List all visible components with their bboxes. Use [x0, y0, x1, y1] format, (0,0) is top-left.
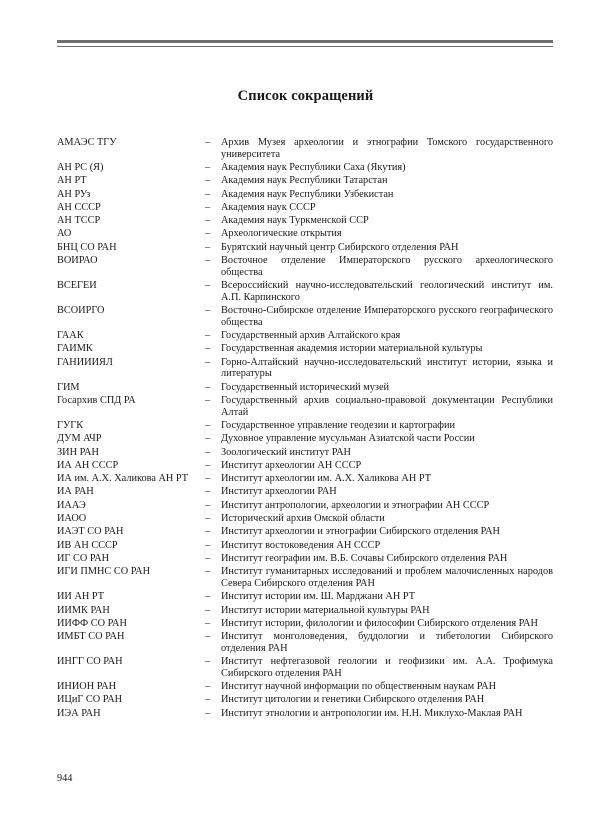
abbreviation-term: ИЦиГ СО РАН: [57, 694, 123, 706]
abbreviation-term: АН СССР: [57, 201, 101, 213]
entry-dash: –: [205, 526, 211, 538]
abbreviation-definition: Духовное управление мусульман Азиатской части России: [221, 433, 475, 445]
abbreviation-entry: [57, 242, 553, 254]
abbreviation-term: АМАЭС ТГУ: [57, 137, 117, 148]
abbreviation-entry: [57, 460, 553, 472]
abbreviation-term: ИА РАН: [57, 486, 94, 498]
abbreviation-definition: Горно-Алтайский научно-исследовательский институт истории, языка и литературы: [221, 356, 553, 380]
entry-dash: –: [205, 694, 211, 706]
abbreviation-definition: Восточное отделение Императорского русского археологического общества: [221, 255, 553, 278]
abbreviation-term: ИМБТ СО РАН: [57, 631, 125, 643]
abbreviation-entry: [57, 566, 553, 589]
abbreviation-definition: Институт археологии и этнографии Сибирского отделения РАН: [221, 526, 500, 538]
abbreviation-definition: Институт цитологии и генетики Сибирского отделения РАН: [221, 694, 485, 706]
abbreviation-term: ВОИРАО: [57, 255, 98, 267]
entry-dash: –: [205, 175, 211, 187]
entry-dash: –: [205, 539, 211, 551]
abbreviation-entry: [57, 189, 553, 201]
entry-dash: –: [205, 201, 211, 213]
abbreviation-entry: [57, 357, 553, 380]
entry-dash: –: [205, 499, 211, 511]
abbreviation-entry: [57, 255, 553, 278]
entry-dash: –: [205, 330, 211, 342]
abbreviation-definition: Академия наук СССР: [221, 201, 316, 213]
abbreviation-definition: Государственное управление геодезии и картографии: [221, 419, 455, 431]
abbreviation-definition: Исторический архив Омской области: [221, 513, 385, 525]
abbreviation-definition: Институт научной информации по общественным наукам РАН: [221, 681, 497, 693]
abbreviation-term: ИИФФ СО РАН: [57, 617, 127, 629]
abbreviation-definition: Археологические открытия: [221, 228, 342, 240]
abbreviation-entry: [57, 162, 553, 174]
abbreviation-entry: [57, 395, 553, 418]
abbreviation-entry: [57, 447, 553, 459]
abbreviation-term: ГУГК: [57, 419, 84, 431]
abbreviation-entry: [57, 382, 553, 394]
abbreviation-definition: Институт археологии им. А.Х. Халикова АН РТ: [221, 473, 432, 485]
abbreviation-term: ЗИН РАН: [57, 446, 99, 458]
abbreviation-definition: Институт истории материальной культуры РАН: [221, 604, 430, 616]
abbreviation-term: ВСОИРГО: [57, 305, 105, 317]
abbreviation-definition: Всероссийский научно-исследовательский геологический институт им. А.П. Карпинского: [221, 280, 553, 303]
abbreviation-term: Госархив СПД РА: [57, 394, 136, 406]
abbreviation-entry: [57, 526, 553, 538]
abbreviation-term: ИНИОН РАН: [57, 681, 117, 693]
abbreviation-entry: [57, 694, 553, 706]
abbreviation-entry: [57, 280, 553, 303]
abbreviation-entry: [57, 486, 553, 498]
header-rule-thin: [57, 46, 553, 47]
abbreviation-term: ГАНИИИЯЛ: [57, 356, 113, 368]
abbreviation-definition: Институт нефтегазовой геологии и геофизики им. А.А. Трофимука Сибирского отделения РАН: [221, 656, 553, 679]
abbreviation-definition: Бурятский научный центр Сибирского отделения РАН: [221, 241, 459, 253]
entry-dash: –: [205, 656, 211, 668]
abbreviation-definition: Институт археологии РАН: [221, 486, 337, 498]
abbreviation-entry: [57, 343, 553, 355]
entry-dash: –: [205, 486, 211, 498]
abbreviation-entry: [57, 202, 553, 214]
entry-dash: –: [205, 552, 211, 564]
entry-dash: –: [205, 681, 211, 693]
abbreviation-term: АН РТ: [57, 175, 87, 187]
abbreviation-term: АН ТССР: [57, 215, 101, 227]
abbreviation-entry: [57, 656, 553, 679]
entry-dash: –: [205, 343, 211, 355]
abbreviation-term: ГАИМК: [57, 343, 93, 355]
abbreviation-entry: [57, 618, 553, 630]
abbreviation-term: АН РУз: [57, 188, 91, 200]
entry-dash: –: [205, 459, 211, 471]
abbreviation-entry: [57, 513, 553, 525]
abbreviation-term: ИВ АН СССР: [57, 539, 118, 551]
entry-dash: –: [205, 433, 211, 445]
abbreviation-definition: Институт этнологии и антропологии им. Н.Н. Миклухо-Маклая РАН: [221, 707, 523, 719]
entry-dash: –: [205, 566, 211, 578]
abbreviation-term: ИА АН СССР: [57, 459, 119, 471]
entry-dash: –: [205, 591, 211, 603]
entry-dash: –: [205, 305, 211, 317]
abbreviation-definition: Институт востоковедения АН СССР: [221, 539, 381, 551]
abbreviation-definition: Государственный архив Алтайского края: [221, 330, 401, 342]
entry-dash: –: [205, 381, 211, 393]
abbreviation-term: ИА им. А.Х. Халикова АН РТ: [57, 473, 189, 485]
entry-dash: –: [205, 241, 211, 253]
abbreviation-term: ИГИ ПМНС СО РАН: [57, 566, 151, 578]
entry-dash: –: [205, 513, 211, 525]
abbreviation-term: ИИ АН РТ: [57, 591, 105, 603]
abbreviation-definition: Академия наук Республики Татарстан: [221, 175, 388, 187]
abbreviation-entry: [57, 137, 553, 160]
abbreviation-term: ИИМК РАН: [57, 604, 110, 616]
abbreviation-term: ГААК: [57, 330, 84, 342]
abbreviation-entry: [57, 228, 553, 240]
abbreviation-definition: Восточно-Сибирское отделение Императорского русского географического общества: [221, 305, 553, 328]
abbreviation-entry: [57, 500, 553, 512]
abbreviation-definition: Государственная академия истории материальной культуры: [221, 343, 483, 355]
abbreviation-term: ВСЕГЕИ: [57, 280, 97, 292]
entry-dash: –: [205, 280, 211, 292]
abbreviation-definition: Институт географии им. В.Б. Сочавы Сибирского отделения РАН: [221, 552, 508, 564]
entry-dash: –: [205, 394, 211, 406]
entry-dash: –: [205, 419, 211, 431]
entry-dash: –: [205, 188, 211, 200]
abbreviation-term: ИАЭТ СО РАН: [57, 526, 124, 538]
abbreviation-definition: Академия наук Республики Саха (Якутия): [221, 162, 406, 173]
abbreviation-entry: [57, 473, 553, 485]
abbreviation-term: ИЭА РАН: [57, 707, 101, 719]
abbreviation-definition: Институт монголоведения, буддологии и тибетологии Сибирского отделения РАН: [221, 631, 553, 654]
entry-dash: –: [205, 707, 211, 719]
abbreviation-definition: Академия наук Республики Узбекистан: [221, 188, 394, 200]
abbreviation-term: ИНГГ СО РАН: [57, 656, 123, 668]
abbreviation-definition: Институт гуманитарных исследований и проблем малочисленных народов Севера Сибирского отделения РАН: [221, 566, 553, 589]
abbreviation-entry: [57, 708, 553, 720]
abbreviation-term: АО: [57, 228, 72, 240]
abbreviation-entry: [57, 591, 553, 603]
abbreviation-entry: [57, 330, 553, 342]
abbreviation-term: ГИМ: [57, 381, 80, 393]
abbreviation-entry: [57, 433, 553, 445]
abbreviation-entry: [57, 215, 553, 227]
abbreviation-term: ИГ СО РАН: [57, 552, 110, 564]
entry-dash: –: [205, 617, 211, 629]
abbreviation-entry: [57, 605, 553, 617]
entry-dash: –: [205, 473, 211, 485]
abbreviation-term: ИАОО: [57, 513, 87, 525]
abbreviation-definition: Институт истории им. Ш. Марджани АН РТ: [221, 591, 416, 603]
abbreviation-definition: Зоологический институт РАН: [221, 446, 351, 458]
abbreviation-definition: Государственный исторический музей: [221, 381, 390, 393]
entry-dash: –: [205, 137, 211, 148]
abbreviation-definition: Академия наук Туркменской ССР: [221, 215, 369, 227]
header-rule-thick: [57, 40, 553, 43]
abbreviation-definition: Институт антропологии, археологии и этнографии АН СССР: [221, 499, 490, 511]
entry-dash: –: [205, 162, 211, 173]
abbreviation-entry: [57, 553, 553, 565]
page-title: Список сокращений: [237, 88, 374, 104]
abbreviation-entry: [57, 540, 553, 552]
abbreviation-entry: [57, 631, 553, 654]
abbreviation-term: ДУМ АЧР: [57, 433, 102, 445]
abbreviation-definition: Институт археологии АН СССР: [221, 459, 362, 471]
entry-dash: –: [205, 228, 211, 240]
abbreviation-term: ИААЭ: [57, 499, 86, 511]
abbreviation-definition: Архив Музея археологии и этнографии Томского государственного университета: [221, 137, 553, 160]
abbreviation-entry: [57, 420, 553, 432]
abbreviation-entry: [57, 681, 553, 693]
abbreviation-definition: Институт истории, филологии и философии Сибирского отделения РАН: [221, 617, 538, 629]
abbreviation-entry: [57, 305, 553, 328]
entry-dash: –: [205, 604, 211, 616]
entry-dash: –: [205, 255, 211, 267]
abbreviation-definition: Государственный архив социально-правовой документации Республики Алтай: [221, 394, 553, 418]
abbreviation-term: АН РС (Я): [57, 162, 104, 173]
entry-dash: –: [205, 631, 211, 643]
page-number: 944: [57, 773, 73, 784]
entry-dash: –: [205, 446, 211, 458]
abbreviation-entry: [57, 175, 553, 187]
abbreviation-list: [57, 137, 553, 721]
entry-dash: –: [205, 356, 211, 368]
entry-dash: –: [205, 215, 211, 227]
abbreviation-term: БНЦ СО РАН: [57, 241, 117, 253]
